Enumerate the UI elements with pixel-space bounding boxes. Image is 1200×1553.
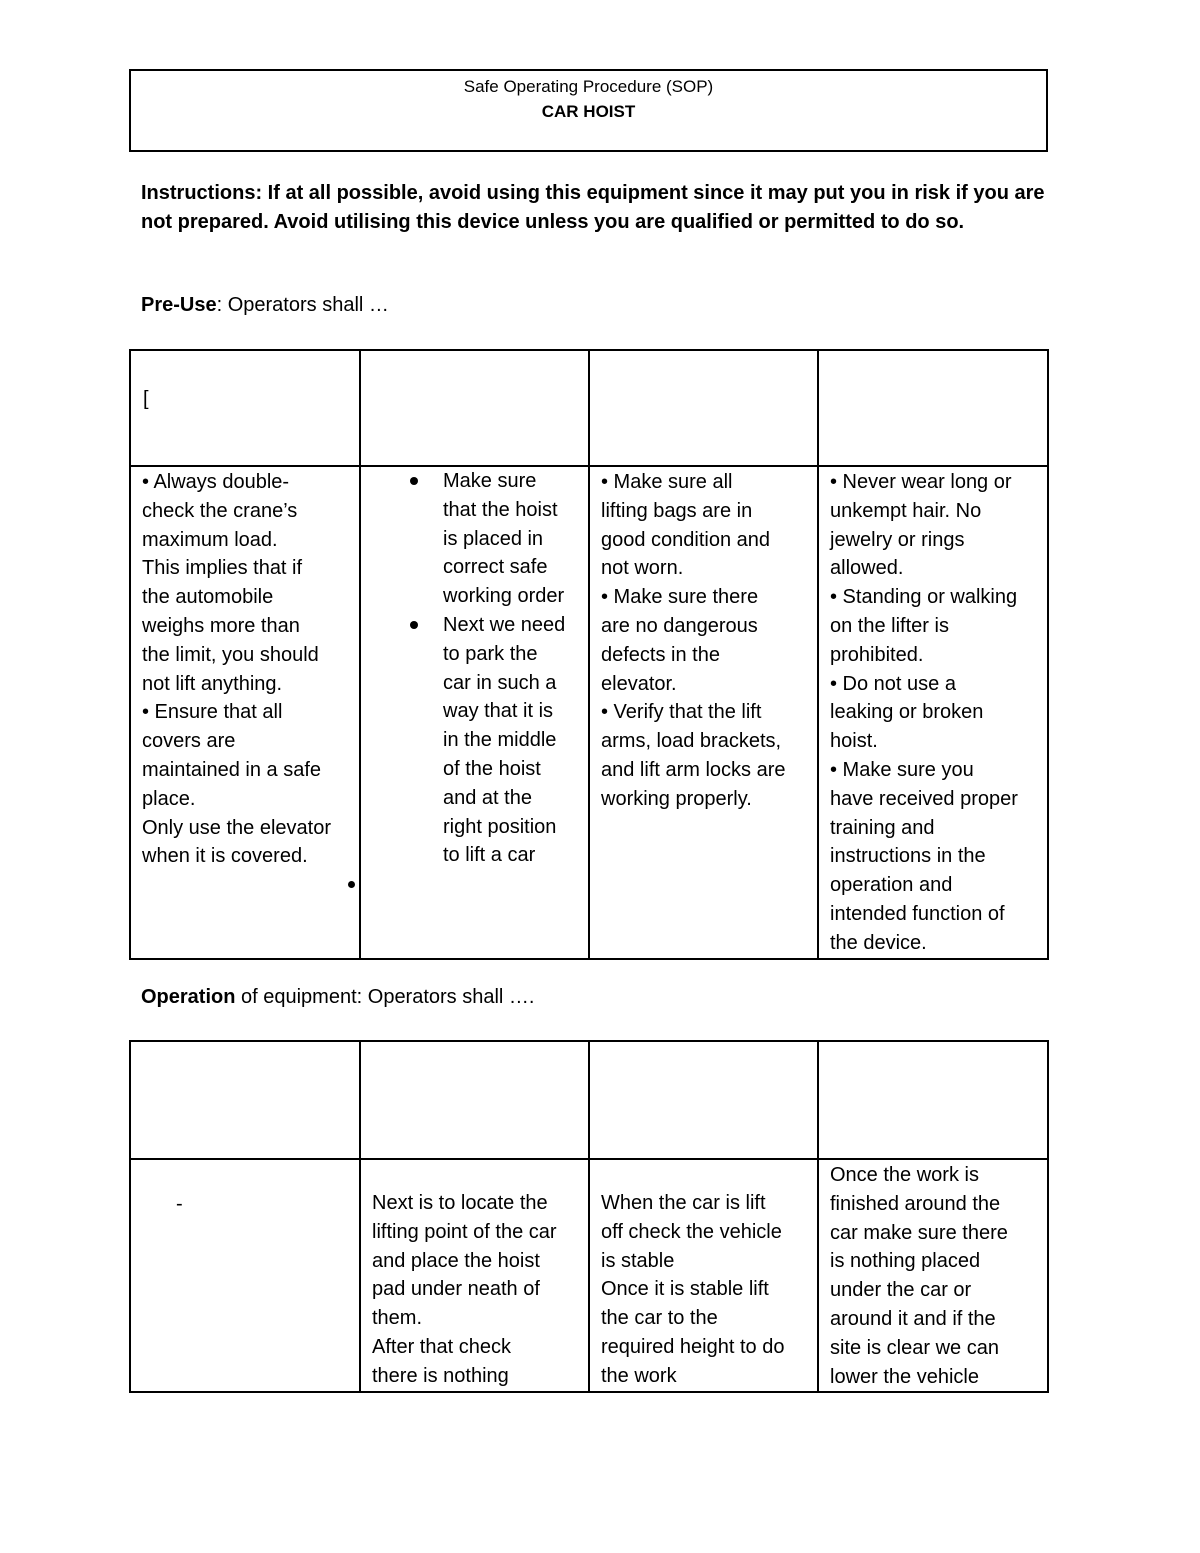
pre-use-label: [141, 294, 389, 317]
operation-cell-1: [130, 1159, 360, 1392]
operation-col4-text: Once the work is finished around the car make sure there is nothing placed under the car or around it and if the site is clear we can lower the vehicle: [830, 1164, 1008, 1388]
stray-bullet-icon: [348, 881, 355, 888]
operation-header-cell-3: [589, 1041, 818, 1159]
operation-cell-4: [818, 1159, 1048, 1392]
pre-use-cell-2: [360, 466, 589, 959]
pre-use-col2-list: [361, 467, 588, 870]
sop-title: Safe Operating Procedure (SOP): [463, 77, 714, 96]
operation-label-bold: Operation: [141, 986, 236, 1008]
operation-cell-3: [589, 1159, 818, 1392]
sop-subtitle: CAR HOIST: [541, 102, 636, 121]
pre-use-label-rest: : Operators shall …: [216, 294, 389, 316]
bracket-mark: [: [143, 388, 149, 410]
pre-use-cell-3: [589, 466, 818, 959]
operation-header-cell-1: [130, 1041, 360, 1159]
pre-use-label-bold: Pre-Use: [141, 294, 217, 316]
pre-use-col1-text: • Always double- check the crane’s maximum load. This implies that if the automobile weighs more than the limit, you should not lift anything. • Ensure that all covers are maintained in a safe place. Only use the elevator when it is covered.: [142, 471, 331, 868]
pre-use-header-cell-4: [818, 350, 1048, 466]
operation-header-cell-4: [818, 1041, 1048, 1159]
pre-use-cell-4: [818, 466, 1048, 959]
operation-label-rest: of equipment: Operators shall ….: [235, 986, 535, 1008]
pre-use-table: [129, 349, 1049, 960]
operation-header-cell-2: [360, 1041, 589, 1159]
pre-use-col3-text: • Make sure all lifting bags are in good condition and not worn. • Make sure there are no dangerous defects in the elevator. • Verify that the lift arms, load brackets, and lift arm locks are working properly.: [601, 471, 786, 810]
pre-use-header-cell-1: [130, 350, 360, 466]
instructions-text: Instructions: If at all possible, avoid using this equipment since it may put you in risk if you are not prepared. Avoid utilising this device unless you are qualified or permitted to do so.: [141, 182, 1045, 233]
operation-col3-text: When the car is lift off check the vehicle is stable Once it is stable lift the car to the required height to do the work: [601, 1192, 785, 1387]
dash-mark: -: [176, 1193, 183, 1215]
pre-use-header-cell-2: [360, 350, 589, 466]
pre-use-col4-text: • Never wear long or unkempt hair. No jewelry or rings allowed. • Standing or walking on the lifter is prohibited. • Do not use a leaking or broken hoist. • Make sure you have received proper training and instructions in the operation and intended function of the device.: [830, 471, 1018, 954]
operation-col2-text: Next is to locate the lifting point of the car and place the hoist pad under neath of them. After that check there is nothing: [372, 1192, 557, 1387]
operation-label: [141, 986, 535, 1009]
pre-use-header-cell-3: [589, 350, 818, 466]
sop-header-box: [129, 69, 1048, 152]
list-item: Make sure that the hoist is placed in correct safe working order: [443, 467, 580, 611]
operation-table: [129, 1040, 1049, 1393]
operation-cell-2: [360, 1159, 589, 1392]
pre-use-cell-1: [130, 466, 360, 959]
list-item: Next we need to park the car in such a way that it is in the middle of the hoist and at the right position to lift a car: [443, 611, 580, 870]
